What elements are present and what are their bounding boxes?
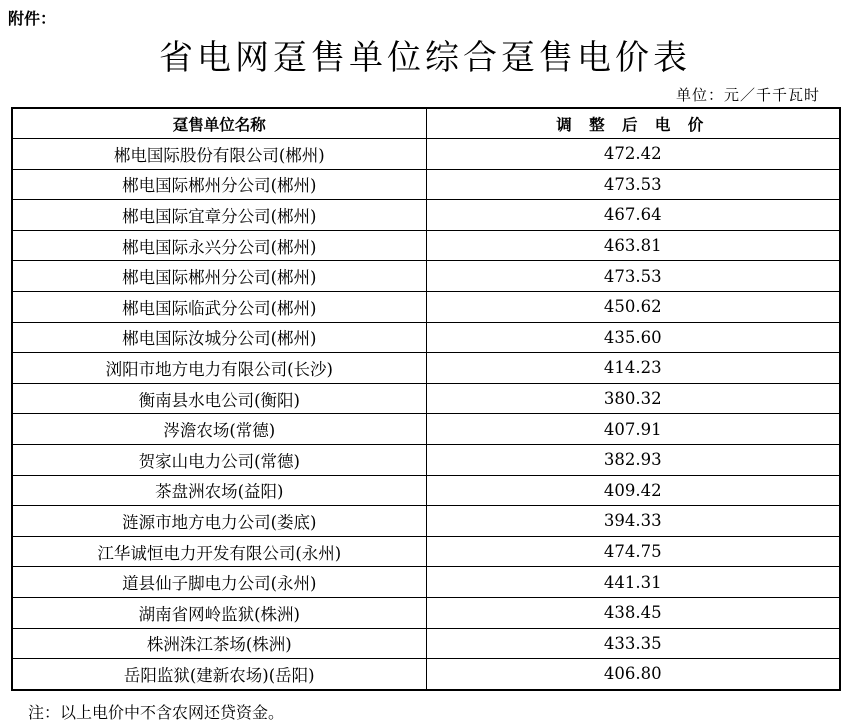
unit-name-cell: 郴电国际郴州分公司(郴州) (12, 169, 426, 200)
attachment-label: 附件： (8, 9, 57, 28)
unit-name-cell: 郴电国际股份有限公司(郴州) (12, 139, 426, 170)
table-row (12, 139, 840, 170)
price-cell: 414.23 (426, 353, 840, 384)
price-cell: 473.53 (426, 169, 840, 200)
unit-name-cell: 贺家山电力公司(常德) (12, 444, 426, 475)
price-cell: 435.60 (426, 322, 840, 353)
price-cell: 380.32 (426, 383, 840, 414)
table-row (12, 169, 840, 200)
table-row (12, 659, 840, 690)
price-cell: 382.93 (426, 444, 840, 475)
table-row (12, 322, 840, 353)
table-row (12, 200, 840, 231)
price-cell: 473.53 (426, 261, 840, 292)
unit-name-cell: 株洲洙江茶场(株洲) (12, 628, 426, 659)
unit-name-cell: 郴电国际永兴分公司(郴州) (12, 230, 426, 261)
unit-name-cell: 衡南县水电公司(衡阳) (12, 383, 426, 414)
table-body (12, 139, 840, 690)
table-row (12, 475, 840, 506)
unit-name-cell: 浏阳市地方电力有限公司(长沙) (12, 353, 426, 384)
price-cell: 433.35 (426, 628, 840, 659)
unit-name-cell: 涟源市地方电力公司(娄底) (12, 506, 426, 537)
price-cell: 467.64 (426, 200, 840, 231)
unit-name-cell: 郴电国际汝城分公司(郴州) (12, 322, 426, 353)
unit-name-cell: 湖南省网岭监狱(株洲) (12, 597, 426, 628)
page-title: 省电网趸售单位综合趸售电价表 (159, 38, 691, 78)
table-row (12, 506, 840, 537)
unit-name-cell: 茶盘洲农场(益阳) (12, 475, 426, 506)
header-unit-name: 趸售单位名称 (12, 108, 426, 139)
unit-name-cell: 郴电国际宜章分公司(郴州) (12, 200, 426, 231)
table-row (12, 261, 840, 292)
table-row (12, 353, 840, 384)
unit-name-cell: 郴电国际郴州分公司(郴州) (12, 261, 426, 292)
table-row (12, 230, 840, 261)
table-row (12, 444, 840, 475)
price-table (11, 107, 841, 691)
price-cell: 438.45 (426, 597, 840, 628)
table-header-row (12, 108, 840, 139)
table-row (12, 536, 840, 567)
footnote: 注：以上电价中不含农网还贷资金。 (28, 703, 285, 722)
price-cell: 463.81 (426, 230, 840, 261)
unit-name-cell: 江华诚恒电力开发有限公司(永州) (12, 536, 426, 567)
unit-name-cell: 道县仙子脚电力公司(永州) (12, 567, 426, 598)
unit-label: 单位：元／千千瓦时 (675, 86, 820, 104)
price-cell: 409.42 (426, 475, 840, 506)
header-adjusted-price: 调 整 后 电 价 (426, 108, 840, 139)
price-cell: 450.62 (426, 291, 840, 322)
table-row (12, 414, 840, 445)
table-row (12, 291, 840, 322)
table-row (12, 628, 840, 659)
price-cell: 394.33 (426, 506, 840, 537)
unit-name-cell: 岳阳监狱(建新农场)(岳阳) (12, 659, 426, 690)
unit-name-cell: 涔澹农场(常德) (12, 414, 426, 445)
table-row (12, 383, 840, 414)
unit-name-cell: 郴电国际临武分公司(郴州) (12, 291, 426, 322)
price-cell: 406.80 (426, 659, 840, 690)
price-cell: 407.91 (426, 414, 840, 445)
price-cell: 474.75 (426, 536, 840, 567)
price-cell: 441.31 (426, 567, 840, 598)
table-row (12, 567, 840, 598)
price-cell: 472.42 (426, 139, 840, 170)
table-row (12, 597, 840, 628)
